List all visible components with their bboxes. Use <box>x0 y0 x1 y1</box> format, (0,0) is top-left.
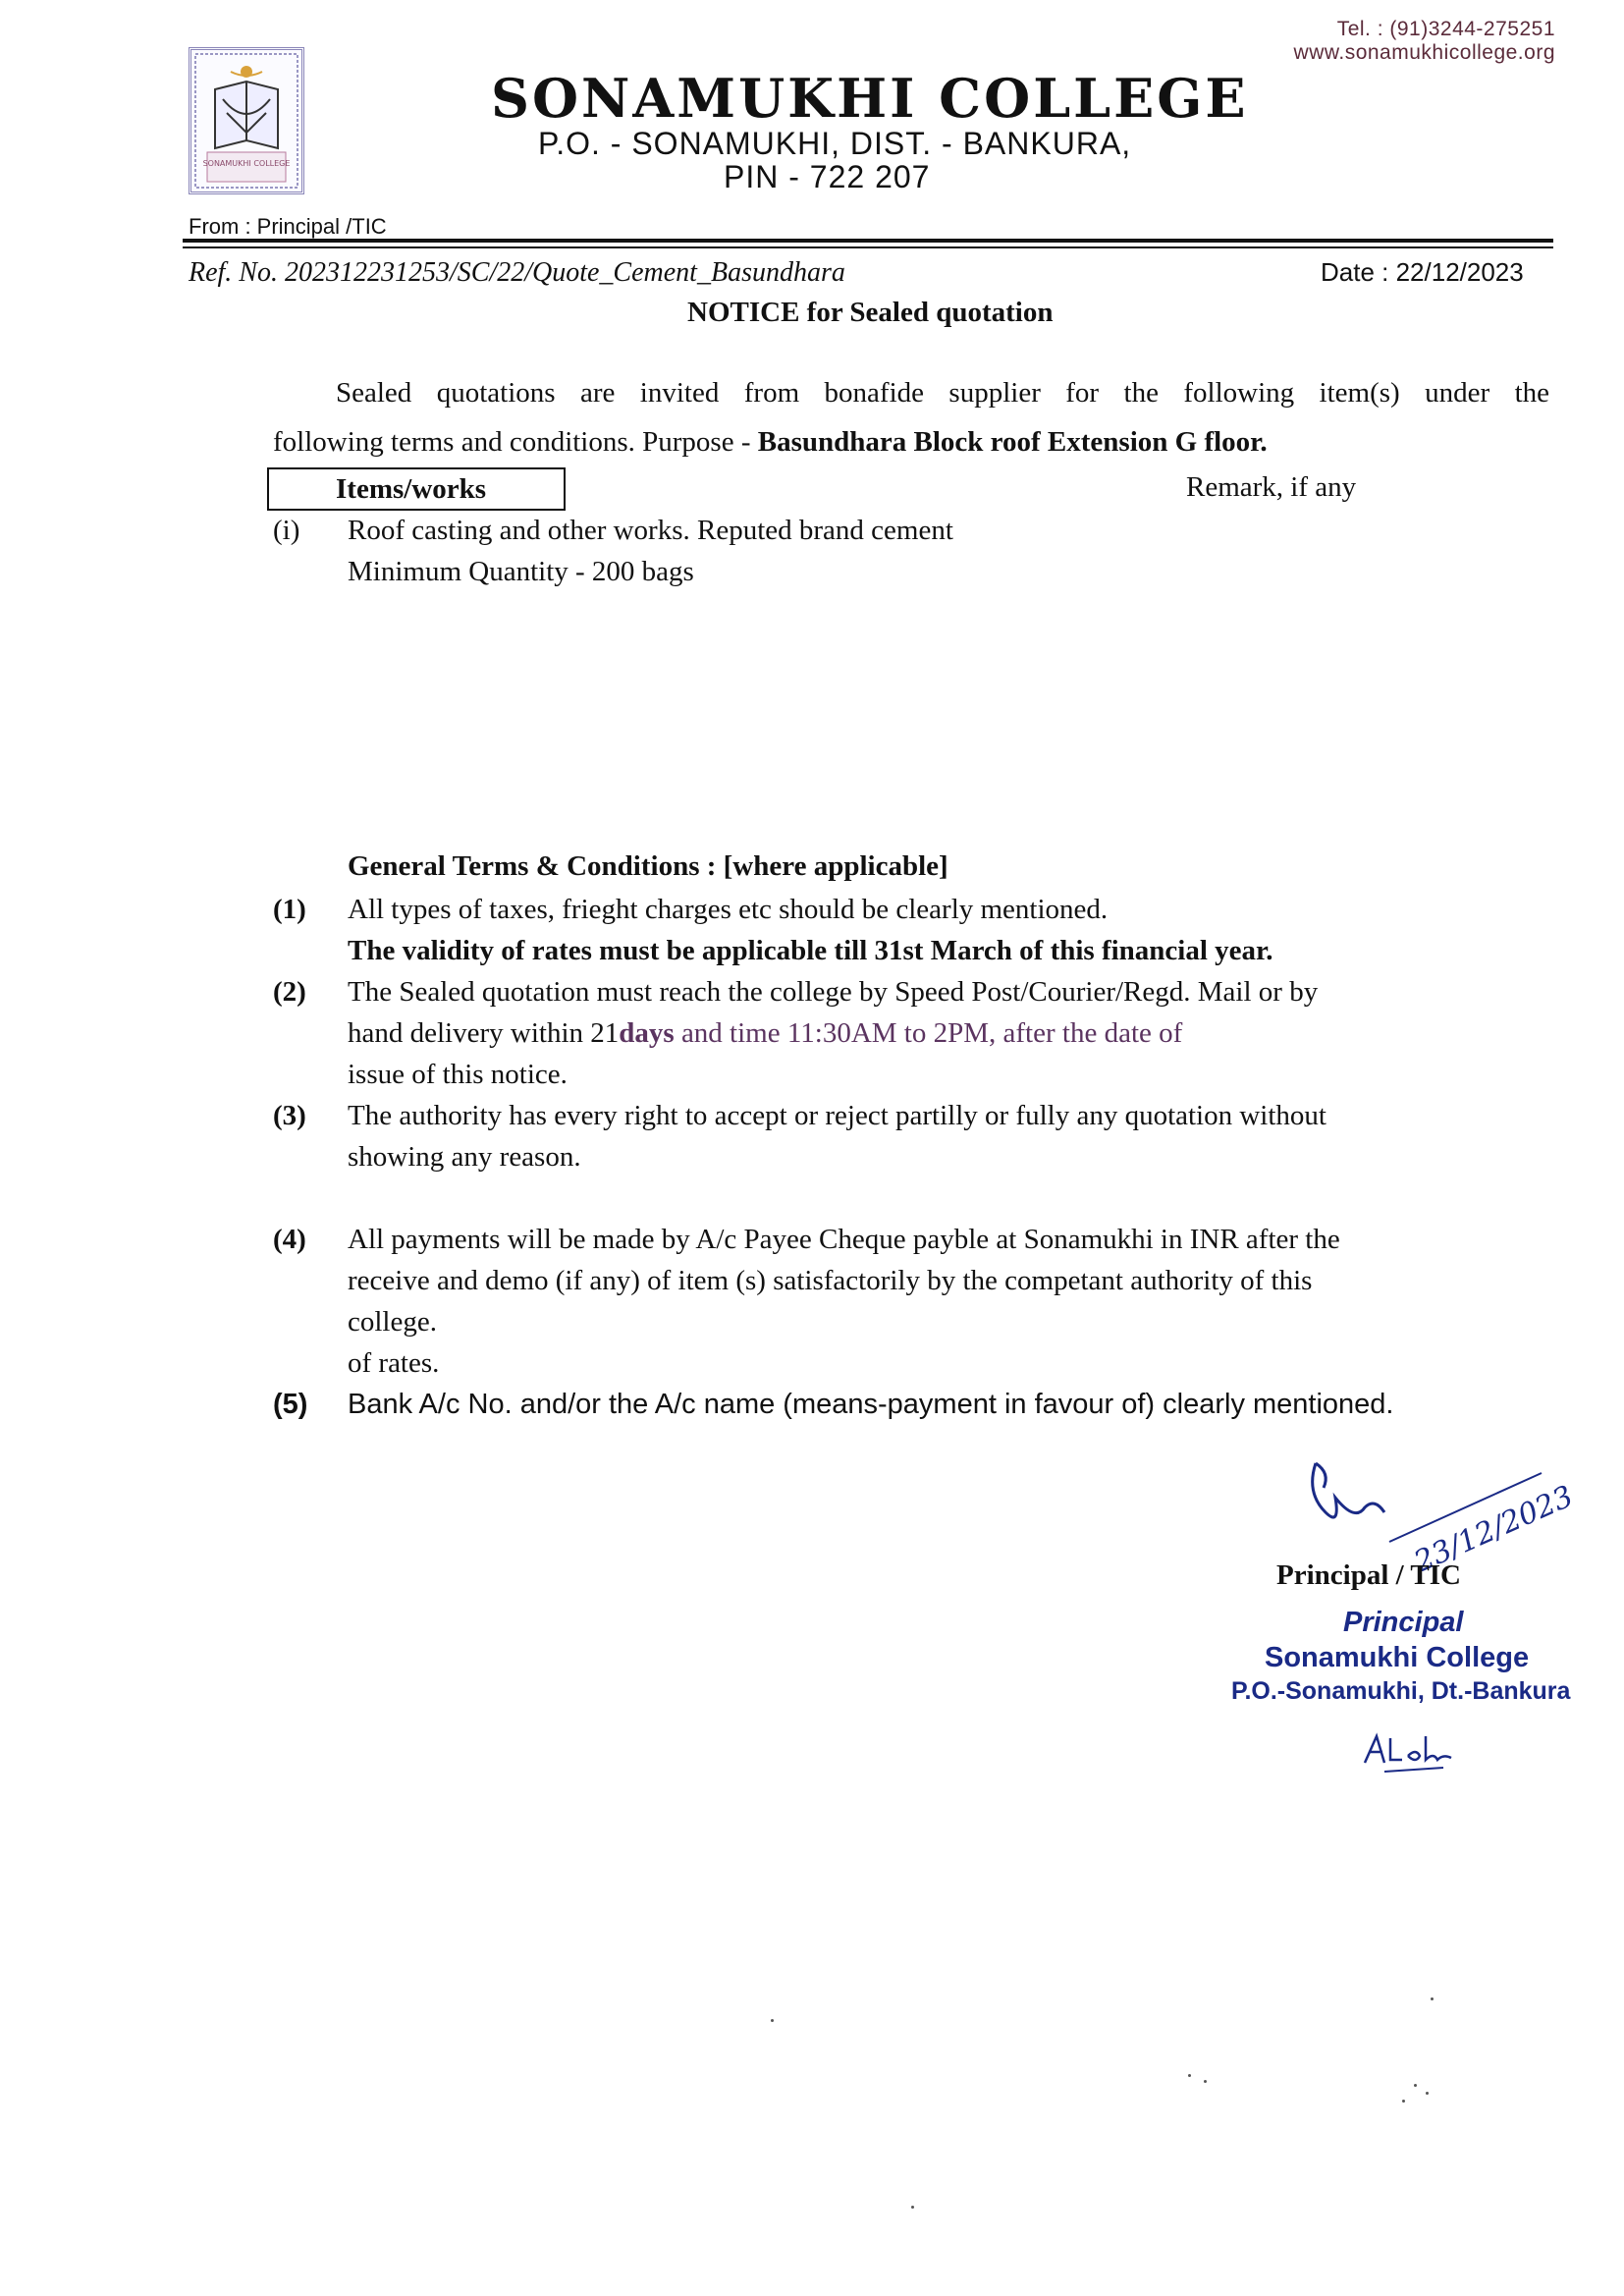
intro-line-1: Sealed quotations are invited from bonafide supplier for the following item(s) under the <box>336 377 1549 409</box>
contact-phone: Tel. : (91)3244-275251 <box>1336 18 1555 40</box>
header-rule-thin <box>183 246 1553 248</box>
term-4-line-4: of rates. <box>348 1347 440 1379</box>
term-5-line-1: Bank A/c No. and/or the A/c name (means-payment in favour of) clearly mentioned. <box>348 1389 1394 1420</box>
term-3-number: (3) <box>273 1100 306 1131</box>
stamp-address: P.O.-Sonamukhi, Dt.-Bankura <box>1231 1677 1571 1705</box>
signatory-title: Principal / TIC <box>1276 1559 1461 1591</box>
term-4-line-1: All payments will be made by A/c Payee Cheque payble at Sonamukhi in INR after the <box>348 1224 1340 1255</box>
address-line-2: PIN - 722 207 <box>724 159 931 194</box>
term-2-number: (2) <box>273 976 306 1008</box>
term-3-line-2: showing any reason. <box>348 1141 581 1173</box>
items-header: Items/works <box>336 473 487 505</box>
address-line-1: P.O. - SONAMUKHI, DIST. - BANKURA, <box>538 126 1132 161</box>
intro-prefix: following terms and conditions. Purpose - <box>273 426 758 458</box>
term-2-time: and time 11:30AM to 2PM, after the date of <box>674 1017 1183 1049</box>
scan-speck <box>1402 2100 1405 2103</box>
term-2-line-3: issue of this notice. <box>348 1059 568 1090</box>
logo-text: SONAMUKHI COLLEGE <box>202 159 291 168</box>
scan-speck <box>1204 2080 1207 2083</box>
stamp-designation: Principal <box>1343 1607 1464 1638</box>
signature-date: 23/12/2023 <box>1409 1479 1579 1571</box>
book-emblem-icon <box>191 50 301 191</box>
term-5-number: (5) <box>273 1389 308 1420</box>
reference-number: Ref. No. 202312231253/SC/22/Quote_Cement_Basundhara <box>189 257 845 288</box>
item-description: Roof casting and other works. Reputed brand cement <box>348 515 953 546</box>
term-2-days: days <box>619 1017 675 1049</box>
scan-speck <box>1426 2092 1429 2095</box>
item-number: (i) <box>273 515 300 546</box>
initials-icon <box>1355 1728 1463 1777</box>
term-4-line-3: college. <box>348 1306 437 1338</box>
scan-speck <box>911 2206 914 2209</box>
scan-speck <box>1414 2084 1417 2087</box>
notice-title: NOTICE for Sealed quotation <box>687 297 1054 328</box>
term-1-number: (1) <box>273 894 306 925</box>
notice-date: Date : 22/12/2023 <box>1321 257 1524 287</box>
term-4-number: (4) <box>273 1224 306 1255</box>
college-name: SONAMUKHI COLLEGE <box>491 67 1249 130</box>
stamp-college: Sonamukhi College <box>1265 1642 1530 1673</box>
contact-website: www.sonamukhicollege.org <box>1293 41 1555 64</box>
term-2-delivery: hand delivery within 21 <box>348 1017 620 1049</box>
college-logo <box>189 47 304 194</box>
from-line: From : Principal /TIC <box>189 214 387 239</box>
signature-icon <box>1296 1453 1591 1571</box>
terms-heading: General Terms & Conditions : [where applicable] <box>348 850 948 882</box>
handwritten-signature <box>1296 1453 1591 1571</box>
intro-line-2 <box>273 426 1268 459</box>
term-1-line-1: All types of taxes, frieght charges etc should be clearly mentioned. <box>348 894 1109 925</box>
scan-speck <box>1431 1997 1434 2000</box>
term-1-line-2: The validity of rates must be applicable till 31st March of this financial year. <box>348 935 1273 966</box>
scan-speck <box>1188 2074 1191 2077</box>
remark-header: Remark, if any <box>1186 471 1357 503</box>
header-rule-thick <box>183 239 1553 243</box>
item-quantity: Minimum Quantity - 200 bags <box>348 556 694 587</box>
scan-speck <box>771 2019 774 2022</box>
intro-purpose: Basundhara Block roof Extension G floor. <box>757 426 1268 458</box>
handwritten-initials <box>1355 1728 1463 1782</box>
term-4-line-2: receive and demo (if any) of item (s) satisfactorily by the competant authority of this <box>348 1265 1313 1296</box>
term-2-line-2 <box>348 1017 1182 1050</box>
term-2-line-1: The Sealed quotation must reach the college by Speed Post/Courier/Regd. Mail or by <box>348 976 1319 1008</box>
term-3-line-1: The authority has every right to accept or reject partilly or fully any quotation without <box>348 1100 1326 1131</box>
